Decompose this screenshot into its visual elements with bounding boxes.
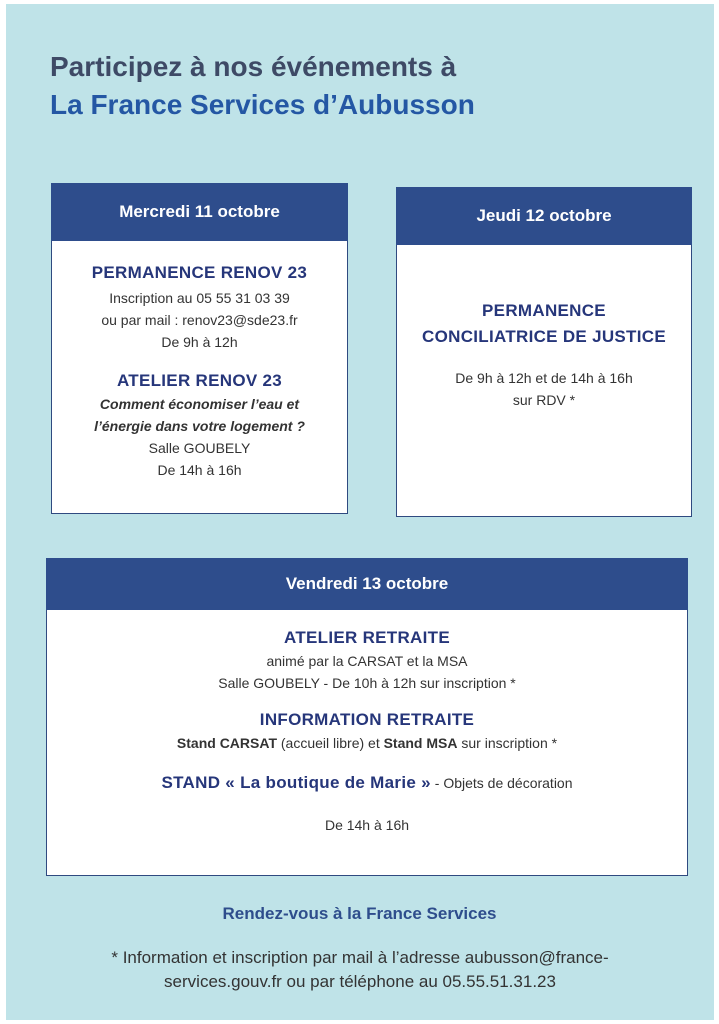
- event-email: ou par mail : renov23@sde23.fr: [101, 312, 298, 328]
- event-time: De 9h à 12h: [161, 334, 238, 350]
- event-organizer: animé par la CARSAT et la MSA: [266, 653, 468, 669]
- event-room: Salle GOUBELY: [148, 440, 251, 456]
- event-title: PERMANENCE RENOV 23: [91, 263, 308, 282]
- page-title: [50, 48, 475, 124]
- stand-name: Stand MSA: [383, 735, 458, 751]
- event-stands: [47, 732, 687, 754]
- title-line-1: Participez à nos événements à: [50, 51, 457, 82]
- day-header: Mercredi 11 octobre: [51, 183, 348, 241]
- stand-name: Stand CARSAT: [176, 735, 277, 751]
- event-title: STAND « La boutique de Marie »: [161, 773, 431, 792]
- event-title: ATELIER RETRAITE: [284, 628, 450, 647]
- event-phone: Inscription au 05 55 31 03 39: [109, 290, 290, 306]
- footer-note: [40, 946, 680, 994]
- stand-text: (accueil libre) et: [277, 735, 384, 751]
- event-box-wednesday: [51, 183, 348, 514]
- day-header: Jeudi 12 octobre: [396, 187, 692, 245]
- event-title: CONCILIATRICE DE JUSTICE: [422, 327, 666, 346]
- stand-text: sur inscription *: [457, 735, 558, 751]
- event-title: INFORMATION RETRAITE: [259, 710, 475, 729]
- event-title: PERMANENCE: [482, 301, 606, 320]
- event-box-thursday: [396, 187, 692, 517]
- event-subtitle: l’énergie dans votre logement ?: [94, 418, 305, 434]
- footer-note-line-1: * Information et inscription par mail à l’adresse aubusson@france-: [111, 948, 609, 967]
- event-time: De 9h à 12h et de 14h à 16h: [455, 370, 633, 386]
- event-time: De 14h à 16h: [324, 817, 410, 833]
- event-room-time: Salle GOUBELY - De 10h à 12h sur inscription *: [218, 675, 516, 691]
- event-stand-line: [47, 772, 687, 794]
- event-box-friday: [46, 558, 688, 876]
- event-description: - Objets de décoration: [430, 775, 573, 791]
- event-note: sur RDV *: [512, 392, 576, 408]
- title-line-2: La France Services d’Aubusson: [50, 89, 475, 120]
- event-time: De 14h à 16h: [157, 462, 242, 478]
- day-header: Vendredi 13 octobre: [46, 558, 688, 610]
- footer-title: Rendez-vous à la France Services: [222, 904, 497, 923]
- footer-note-line-2: services.gouv.fr ou par téléphone au 05.55.51.31.23: [164, 972, 556, 991]
- event-title: ATELIER RENOV 23: [116, 371, 283, 390]
- event-subtitle: Comment économiser l’eau et: [99, 396, 300, 412]
